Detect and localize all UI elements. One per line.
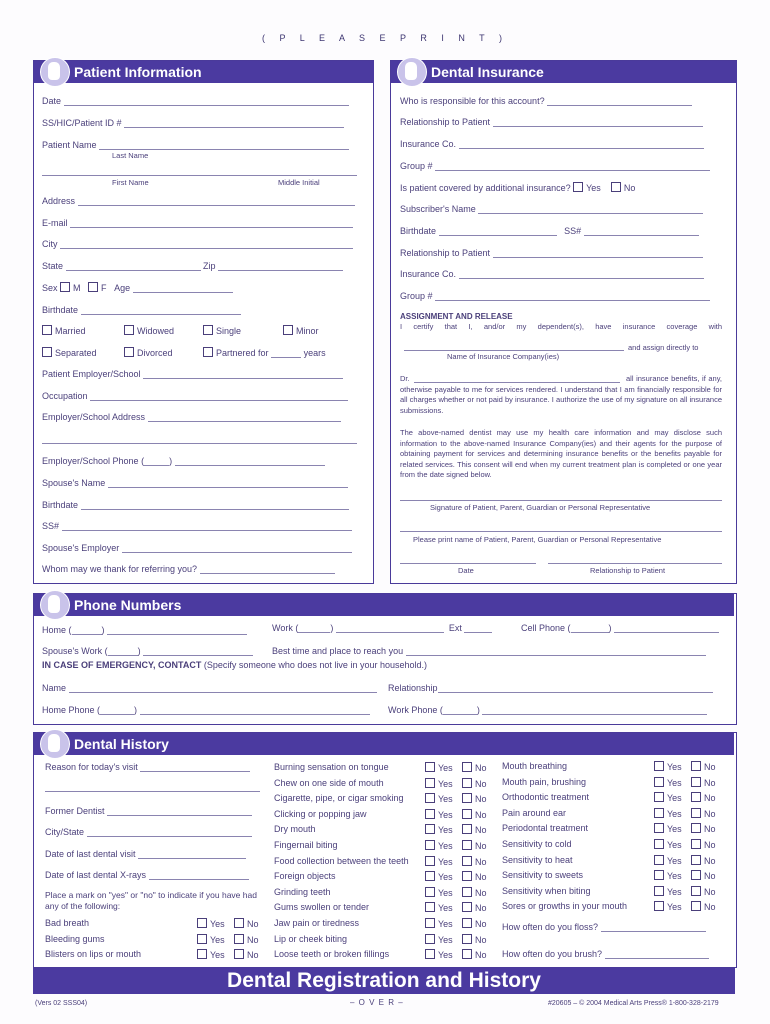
spouse-work-field[interactable]: [143, 646, 253, 656]
last-name-sublabel: Last Name: [112, 151, 149, 160]
condition-yes-label: Yes: [667, 902, 682, 913]
condition-no-label: No: [475, 856, 487, 867]
assignment-text-1: I certify that I, and/or my dependent(s), have insurance coverage with: [400, 322, 722, 331]
condition-yes-label: Yes: [438, 903, 453, 914]
copyright-label: #20605 – © 2004 Medical Arts Press® 1-800-328-2179: [548, 1000, 719, 1007]
condition-yes-checkbox[interactable]: [425, 918, 435, 928]
condition-label: Orthodontic treatment: [502, 792, 590, 803]
partnered-label: Partnered for: [216, 348, 269, 358]
condition-label: Chew on one side of mouth: [274, 777, 384, 788]
sex-m-checkbox[interactable]: [60, 282, 70, 292]
insurance-co-field[interactable]: [459, 139, 704, 149]
condition-yes-checkbox[interactable]: [425, 887, 435, 897]
spouse-work-label: Spouse's Work (: [42, 646, 108, 656]
condition-no-checkbox[interactable]: [462, 871, 472, 881]
referral-label: Whom may we thank for referring you?: [42, 564, 198, 574]
condition-label: Mouth pain, brushing: [502, 776, 587, 787]
emergency-relationship-label: Relationship: [388, 683, 438, 693]
condition-no-label: No: [475, 841, 487, 851]
divorced-checkbox[interactable]: [124, 347, 134, 357]
condition-label: Gums swollen or tender: [274, 902, 370, 913]
condition-yes-checkbox[interactable]: [425, 793, 435, 803]
group-field[interactable]: [435, 161, 710, 171]
emergency-home-label: Home Phone (: [42, 705, 101, 715]
home-phone-label: Home (: [42, 625, 72, 635]
condition-no-checkbox[interactable]: [234, 934, 244, 944]
patient-info-header: [34, 61, 374, 83]
insurance-co-label: Insurance Co.: [400, 139, 457, 149]
work-phone-field[interactable]: [336, 623, 444, 633]
subscriber-field[interactable]: [478, 204, 703, 214]
emergency-work-area-field[interactable]: [443, 705, 477, 715]
responsible-label: Who is responsible for this account?: [400, 96, 545, 106]
reason-field[interactable]: [140, 762, 250, 772]
employer-address-field-2[interactable]: [42, 443, 357, 444]
emergency-name-field[interactable]: [69, 683, 377, 693]
over-label: – O V E R –: [350, 998, 404, 1007]
condition-no-checkbox[interactable]: [462, 856, 472, 866]
assignment-title: ASSIGNMENT AND RELEASE: [400, 312, 513, 321]
group-label: Group #: [400, 161, 433, 171]
partnered-years-field[interactable]: [271, 348, 301, 358]
sex-m-label: M: [73, 283, 81, 293]
additional-no-label: No: [623, 183, 636, 193]
insurance-co2-field[interactable]: [459, 269, 704, 279]
date-field[interactable]: [64, 96, 349, 106]
cell-area-field[interactable]: [571, 623, 609, 633]
condition-yes-checkbox[interactable]: [654, 823, 664, 833]
single-checkbox[interactable]: [203, 325, 213, 335]
condition-label: Dry mouth: [274, 824, 316, 835]
condition-yes-checkbox[interactable]: [197, 918, 207, 928]
condition-no-checkbox[interactable]: [691, 808, 701, 818]
insurance-header: [391, 61, 737, 83]
company-name-sublabel: Name of Insurance Company(ies): [447, 352, 560, 361]
birthdate-field[interactable]: [81, 305, 241, 315]
signature-sublabel: Signature of Patient, Parent, Guardian or Personal Representative: [430, 503, 651, 512]
condition-label: Bad breath: [45, 918, 90, 928]
please-print-label: ( P L E A S E P R I N T ): [261, 33, 509, 43]
spouse-ss-field[interactable]: [62, 521, 352, 531]
spouse-work-area-field[interactable]: [108, 646, 138, 656]
emergency-work-label: Work Phone (: [388, 705, 443, 715]
condition-no-label: No: [704, 886, 716, 897]
home-phone-field[interactable]: [107, 625, 247, 635]
disclosure-text: The above-named dentist may use my health care information and may disclose such information to the above-named Insurance Company(ies) and their agents for the purpose of obtaining payment for services and determining insurance benefits or the benefits payable for related services. This consent will end when my current treatment plan is completed or one year from the date signed below.: [400, 428, 722, 479]
patient-name-label: Patient Name: [42, 140, 97, 150]
signature-field[interactable]: [400, 500, 722, 501]
last-name-field[interactable]: [99, 140, 349, 150]
additional-insurance-label: Is patient covered by additional insurance?: [400, 183, 571, 193]
condition-yes-checkbox[interactable]: [425, 949, 435, 959]
married-label: Married: [55, 326, 86, 336]
first-name-field[interactable]: [42, 175, 357, 176]
condition-yes-label: Yes: [667, 840, 682, 850]
print-name-field[interactable]: [400, 531, 722, 532]
condition-label: Sensitivity when biting: [502, 885, 591, 896]
spouse-name-label: Spouse's Name: [42, 478, 106, 488]
condition-no-checkbox[interactable]: [234, 918, 244, 928]
divorced-label: Divorced: [137, 348, 173, 358]
condition-label: Sensitivity to cold: [502, 839, 572, 849]
last-xrays-field[interactable]: [149, 870, 249, 880]
condition-no-checkbox[interactable]: [691, 823, 701, 833]
condition-no-checkbox[interactable]: [462, 902, 472, 912]
condition-yes-checkbox[interactable]: [654, 777, 664, 787]
relationship-label: Relationship to Patient: [400, 117, 491, 127]
floss-field[interactable]: [601, 922, 706, 932]
brush-field[interactable]: [605, 949, 709, 959]
history-header: [34, 733, 734, 755]
condition-no-label: No: [475, 825, 487, 836]
patient-info-title: Patient Information: [74, 64, 202, 80]
condition-yes-label: Yes: [667, 824, 682, 835]
emergency-home-area-field[interactable]: [100, 705, 134, 715]
condition-no-checkbox[interactable]: [462, 793, 472, 803]
widowed-checkbox[interactable]: [124, 325, 134, 335]
condition-no-checkbox[interactable]: [691, 839, 701, 849]
city-state-label: City/State: [45, 827, 85, 837]
condition-yes-label: Yes: [438, 872, 453, 883]
address-label: Address: [42, 196, 76, 206]
best-time-field[interactable]: [406, 646, 706, 656]
cell-phone-label: Cell Phone (: [521, 623, 571, 633]
condition-no-label: No: [704, 762, 716, 772]
condition-yes-label: Yes: [667, 808, 682, 819]
sex-f-label: F: [101, 283, 107, 293]
employer-phone-label: Employer/School Phone: [42, 456, 139, 466]
condition-no-label: No: [475, 872, 487, 883]
sign-relationship-sublabel: Relationship to Patient: [590, 566, 666, 575]
condition-label: Bleeding gums: [45, 933, 105, 944]
zip-field[interactable]: [218, 261, 343, 271]
tooth-icon: [397, 57, 427, 87]
condition-yes-label: Yes: [667, 793, 682, 804]
condition-yes-checkbox[interactable]: [654, 808, 664, 818]
condition-label: Sores or growths in your mouth: [502, 901, 628, 912]
history-instruction: Place a mark on "yes" or "no" to indicate if you have had any of the following:: [45, 890, 257, 911]
partnered-checkbox[interactable]: [203, 347, 213, 357]
condition-yes-checkbox[interactable]: [197, 934, 207, 944]
last-visit-field[interactable]: [138, 849, 246, 859]
spouse-birthdate-field[interactable]: [81, 500, 349, 510]
sub-ss-field[interactable]: [584, 226, 699, 236]
work-phone-label: Work (: [272, 623, 299, 633]
condition-no-checkbox[interactable]: [691, 901, 701, 911]
condition-label: Cigarette, pipe, or cigar smoking: [274, 793, 404, 804]
condition-no-label: No: [475, 809, 487, 820]
condition-yes-label: Yes: [438, 809, 453, 820]
spouse-birthdate-label: Birthdate: [42, 500, 79, 510]
condition-yes-label: Yes: [667, 777, 682, 788]
condition-no-checkbox[interactable]: [691, 855, 701, 865]
condition-yes-checkbox[interactable]: [425, 824, 435, 834]
condition-no-label: No: [704, 902, 716, 913]
home-area-field[interactable]: [72, 625, 102, 635]
occupation-field[interactable]: [90, 391, 348, 401]
condition-no-label: No: [704, 855, 716, 866]
responsible-field[interactable]: [547, 96, 692, 106]
condition-label: Periodontal treatment: [502, 823, 589, 834]
sign-relationship-field[interactable]: [548, 563, 722, 564]
sign-date-sublabel: Date: [458, 566, 474, 575]
condition-yes-checkbox[interactable]: [654, 839, 664, 849]
referral-field[interactable]: [200, 564, 335, 574]
phone-header: [34, 594, 734, 616]
condition-yes-checkbox[interactable]: [425, 809, 435, 819]
separated-label: Separated: [55, 348, 97, 358]
spouse-employer-label: Spouse's Employer: [42, 543, 120, 553]
last-xrays-label: Date of last dental X-rays: [45, 870, 147, 880]
condition-yes-checkbox[interactable]: [425, 840, 435, 850]
condition-no-checkbox[interactable]: [462, 934, 472, 944]
employer-phone-field[interactable]: [175, 456, 325, 466]
condition-yes-checkbox[interactable]: [654, 870, 664, 880]
condition-no-label: No: [704, 824, 716, 835]
last-visit-label: Date of last dental visit: [45, 849, 136, 859]
email-field[interactable]: [70, 218, 353, 228]
ss-field[interactable]: [124, 118, 344, 128]
relationship2-field[interactable]: [493, 248, 703, 258]
condition-yes-label: Yes: [438, 919, 453, 929]
condition-no-checkbox[interactable]: [234, 949, 244, 959]
employer-address-label: Employer/School Address: [42, 412, 146, 422]
emergency-work-field[interactable]: [482, 705, 707, 715]
best-time-label: Best time and place to reach you: [272, 646, 404, 656]
years-label: years: [303, 348, 326, 358]
condition-yes-label: Yes: [667, 855, 682, 866]
city-field[interactable]: [60, 239, 353, 249]
condition-yes-label: Yes: [210, 950, 225, 960]
first-name-sublabel: First Name: [112, 178, 149, 187]
assignment-text-2: all insurance benefits, if any, otherwise payable to me for services rendered. I understand that I am financially responsible for all charges whether or not paid by insurance. I authorize the use of my signature on all insurance submissions.: [400, 374, 722, 415]
additional-no-checkbox[interactable]: [611, 182, 621, 192]
condition-yes-checkbox[interactable]: [654, 886, 664, 896]
condition-no-checkbox[interactable]: [691, 870, 701, 880]
subscriber-label: Subscriber's Name: [400, 204, 476, 214]
version-label: (Vers 02 SSS04): [35, 1000, 88, 1007]
form-title-banner: Dental Registration and History: [33, 968, 735, 994]
employer-label: Patient Employer/School: [42, 369, 141, 379]
insurance-co2-label: Insurance Co.: [400, 269, 457, 279]
spouse-employer-field[interactable]: [122, 543, 352, 553]
insurance-company-name-field[interactable]: [404, 350, 624, 351]
condition-yes-label: Yes: [438, 794, 453, 805]
age-field[interactable]: [133, 283, 233, 293]
condition-yes-checkbox[interactable]: [654, 761, 664, 771]
condition-yes-label: Yes: [667, 886, 682, 897]
condition-no-label: No: [475, 887, 487, 898]
minor-checkbox[interactable]: [283, 325, 293, 335]
condition-yes-label: Yes: [438, 763, 453, 773]
spouse-ss-label: SS#: [42, 521, 60, 531]
condition-no-checkbox[interactable]: [462, 778, 472, 788]
former-dentist-field[interactable]: [107, 806, 252, 816]
condition-yes-label: Yes: [438, 887, 453, 898]
history-title: Dental History: [74, 736, 169, 752]
condition-label: Fingernail biting: [274, 840, 338, 850]
condition-no-label: No: [475, 950, 487, 961]
condition-yes-label: Yes: [438, 950, 453, 961]
condition-no-checkbox[interactable]: [462, 840, 472, 850]
age-label: Age: [114, 283, 131, 293]
condition-yes-checkbox[interactable]: [654, 792, 664, 802]
group2-field[interactable]: [435, 291, 710, 301]
state-field[interactable]: [66, 261, 201, 271]
condition-label: Grinding teeth: [274, 886, 331, 897]
condition-yes-label: Yes: [210, 934, 225, 945]
relationship-field[interactable]: [493, 117, 703, 127]
birthdate-label: Birthdate: [42, 305, 79, 315]
city-state-field[interactable]: [87, 827, 252, 837]
condition-no-checkbox[interactable]: [462, 809, 472, 819]
cell-phone-field[interactable]: [614, 623, 719, 633]
condition-no-checkbox[interactable]: [462, 949, 472, 959]
condition-yes-label: Yes: [438, 825, 453, 836]
condition-no-label: No: [475, 778, 487, 789]
brush-label: How often do you brush?: [502, 949, 603, 959]
condition-no-label: No: [704, 840, 716, 850]
condition-yes-checkbox[interactable]: [425, 778, 435, 788]
condition-label: Foreign objects: [274, 871, 336, 882]
condition-label: Burning sensation on tongue: [274, 762, 389, 772]
condition-yes-label: Yes: [438, 934, 453, 945]
sex-f-checkbox[interactable]: [88, 282, 98, 292]
additional-yes-label: Yes: [586, 183, 601, 193]
condition-yes-checkbox[interactable]: [654, 901, 664, 911]
condition-yes-checkbox[interactable]: [654, 855, 664, 865]
condition-no-label: No: [475, 919, 487, 929]
condition-no-checkbox[interactable]: [691, 792, 701, 802]
state-label: State: [42, 261, 64, 271]
condition-label: Food collection between the teeth: [274, 855, 409, 866]
condition-label: Mouth breathing: [502, 761, 568, 771]
condition-no-label: No: [475, 903, 487, 914]
ext-field[interactable]: [464, 623, 492, 633]
occupation-label: Occupation: [42, 391, 88, 401]
assign-direct-label: and assign directly to: [628, 343, 699, 352]
condition-no-label: No: [475, 794, 487, 805]
condition-no-checkbox[interactable]: [462, 887, 472, 897]
condition-no-checkbox[interactable]: [691, 886, 701, 896]
condition-label: Loose teeth or broken fillings: [274, 949, 390, 960]
sign-date-field[interactable]: [400, 563, 536, 564]
tooth-icon: [40, 729, 70, 759]
sub-birthdate-label: Birthdate: [400, 226, 437, 236]
condition-no-label: No: [475, 934, 487, 945]
condition-yes-label: Yes: [667, 871, 682, 882]
condition-no-label: No: [704, 871, 716, 882]
condition-no-label: No: [475, 763, 487, 773]
group2-label: Group #: [400, 291, 433, 301]
separated-checkbox[interactable]: [42, 347, 52, 357]
condition-yes-checkbox[interactable]: [425, 762, 435, 772]
condition-yes-checkbox[interactable]: [425, 902, 435, 912]
condition-yes-checkbox[interactable]: [425, 871, 435, 881]
print-name-sublabel: Please print name of Patient, Parent, Guardian or Personal Representative: [413, 535, 662, 544]
condition-no-checkbox[interactable]: [462, 918, 472, 928]
condition-no-label: No: [247, 934, 259, 945]
condition-no-label: No: [247, 919, 259, 929]
condition-yes-checkbox[interactable]: [197, 949, 207, 959]
floss-label: How often do you floss?: [502, 922, 599, 932]
condition-label: Clicking or popping jaw: [274, 808, 367, 819]
reason-label: Reason for today's visit: [45, 762, 138, 772]
condition-label: Sensitivity to heat: [502, 854, 573, 865]
relationship2-label: Relationship to Patient: [400, 248, 491, 258]
condition-no-label: No: [704, 777, 716, 788]
tooth-icon: [40, 57, 70, 87]
emergency-note: (Specify someone who does not live in your household.): [203, 660, 427, 670]
sex-label: Sex: [42, 283, 58, 293]
condition-yes-label: Yes: [667, 762, 682, 772]
former-dentist-label: Former Dentist: [45, 806, 105, 816]
emergency-home-field[interactable]: [140, 705, 370, 715]
work-area-field[interactable]: [298, 623, 330, 633]
condition-label: Blisters on lips or mouth: [45, 949, 142, 959]
phone-title: Phone Numbers: [74, 597, 182, 613]
middle-initial-sublabel: Middle Initial: [278, 178, 320, 187]
employer-phone-area[interactable]: [144, 456, 169, 466]
condition-no-checkbox[interactable]: [462, 824, 472, 834]
condition-label: Jaw pain or tiredness: [274, 918, 360, 928]
condition-no-checkbox[interactable]: [462, 762, 472, 772]
dr-label: Dr.: [400, 374, 410, 383]
condition-no-checkbox[interactable]: [691, 777, 701, 787]
condition-yes-checkbox[interactable]: [425, 856, 435, 866]
email-label: E-mail: [42, 218, 68, 228]
tooth-icon: [40, 590, 70, 620]
additional-yes-checkbox[interactable]: [573, 182, 583, 192]
condition-label: Lip or cheek biting: [274, 933, 348, 944]
condition-yes-label: Yes: [210, 919, 225, 929]
spouse-name-field[interactable]: [108, 478, 348, 488]
condition-no-checkbox[interactable]: [691, 761, 701, 771]
condition-label: Sensitivity to sweets: [502, 870, 584, 881]
married-checkbox[interactable]: [42, 325, 52, 335]
address-field[interactable]: [78, 196, 355, 206]
sub-birthdate-field[interactable]: [439, 226, 557, 236]
employer-field[interactable]: [143, 369, 343, 379]
condition-no-label: No: [247, 950, 259, 960]
condition-no-label: No: [704, 793, 716, 804]
sub-ss-label: SS#: [564, 226, 582, 236]
city-label: City: [42, 239, 58, 249]
zip-label: Zip: [203, 261, 216, 271]
single-label: Single: [216, 326, 242, 336]
ext-label: Ext: [448, 623, 462, 633]
condition-label: Pain around ear: [502, 807, 567, 818]
reason-field-2[interactable]: [45, 791, 260, 792]
emergency-label: IN CASE OF EMERGENCY, CONTACT: [42, 660, 202, 670]
emergency-name-label: Name: [42, 683, 67, 693]
condition-yes-label: Yes: [438, 841, 453, 851]
employer-address-field[interactable]: [148, 412, 341, 422]
insurance-title: Dental Insurance: [431, 64, 544, 80]
condition-no-label: No: [704, 808, 716, 819]
date-label: Date: [42, 96, 62, 106]
condition-yes-label: Yes: [438, 778, 453, 789]
condition-yes-checkbox[interactable]: [425, 934, 435, 944]
condition-yes-label: Yes: [438, 856, 453, 867]
minor-label: Minor: [296, 326, 319, 336]
ss-label: SS/HIC/Patient ID #: [42, 118, 122, 128]
widowed-label: Widowed: [137, 326, 175, 336]
emergency-relationship-field[interactable]: [438, 683, 713, 693]
